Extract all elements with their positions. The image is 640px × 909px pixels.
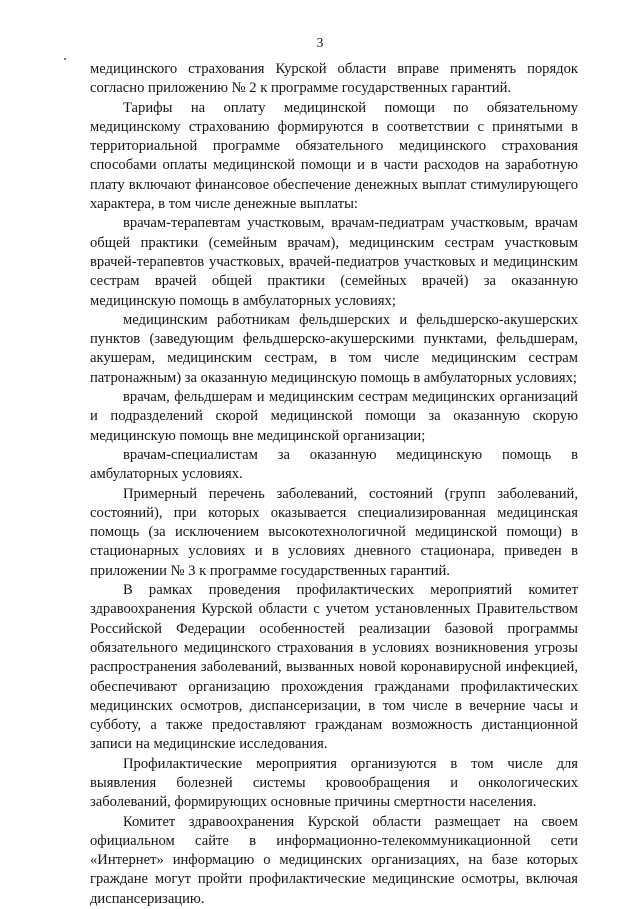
paragraph-disease-list: Примерный перечень заболеваний, состояний (групп заболеваний, состояний), при которых оказывается специализированная медицинская помощь (за исключением высокотехнологичной медицинской помощи) в стационарных условиях и в условиях дневного стационара, приведен в приложении № 3 к программе государственных гарантий. bbox=[90, 485, 578, 579]
paragraph-internet-info: Комитет здравоохранения Курской области размещает на своем официальном сайте в информационно-телекоммуникационной сети «Интернет» информацию о медицинских организациях, на базе которых граждане могут пройти профилактические медицинские осмотры, включая диспансеризацию. bbox=[90, 813, 578, 907]
paragraph-tariffs: Тарифы на оплату медицинской помощи по обязательному медицинскому страхованию формируются в соответствии с принятыми в территориальной программе обязательного медицинского страхования способами оплаты медицинской помощи и в части расходов на заработную плату включают финансовое обеспечение денежных выплат стимулирующего характера, в том числе денежные выплаты: bbox=[90, 99, 578, 213]
paragraph-district-doctors: врачам-терапевтам участковым, врачам-педиатрам участковым, врачам общей практики (семейным врачам), медицинским сестрам участковым врачей-терапевтов участковых, врачей-педиатров участковых и медицинским сестрам врачей общей практики (семейных врачей) за оказанную медицинскую помощь в амбулаторных условиях; bbox=[90, 215, 578, 309]
paragraph-continuation: медицинского страхования Курской области вправе применять порядок согласно приложению № 2 к программе государственных гарантий. bbox=[90, 61, 578, 97]
paragraph-specialists: врачам-специалистам за оказанную медицинскую помощь в амбулаторных условиях. bbox=[90, 446, 578, 483]
paragraph-prevention-focus: Профилактические мероприятия организуются в том числе для выявления болезней системы кровообращения и онкологических заболеваний, формирующих основные причины смертности населения. bbox=[90, 755, 578, 811]
paragraph-preventive-measures: В рамках проведения профилактических мероприятий комитет здравоохранения Курской области с учетом установленных Правительством Российской Федерации особенностей реализации базовой программы обязательного медицинского страхования в условиях возникновения угрозы распространения заболеваний, вызванных новой коронавирусной инфекцией, обеспечивают организацию прохождения гражданами профилактических медицинских осмотров, диспансеризации, в том числе в вечерние часы и субботу, а также предоставляют гражданам возможность дистанционной записи на медицинские исследования. bbox=[90, 582, 578, 753]
paragraph-feldsher-points: медицинским работникам фельдшерских и фельдшерско-акушерских пунктов (заведующим фельдшерско-акушерскими пунктами, фельдшерам, акушерам, медицинским сестрам, в том числе медицинским сестрам патронажным) за оказанную медицинскую помощь в амбулаторных условиях; bbox=[90, 311, 578, 386]
scan-speck bbox=[64, 58, 66, 60]
paragraph-emergency-care: врачам, фельдшерам и медицинским сестрам медицинских организаций и подразделений скорой медицинской помощи за оказанную скорую медицинскую помощь вне медицинской организации; bbox=[90, 389, 578, 444]
page-number: 3 bbox=[316, 35, 324, 50]
document-body bbox=[90, 60, 578, 909]
